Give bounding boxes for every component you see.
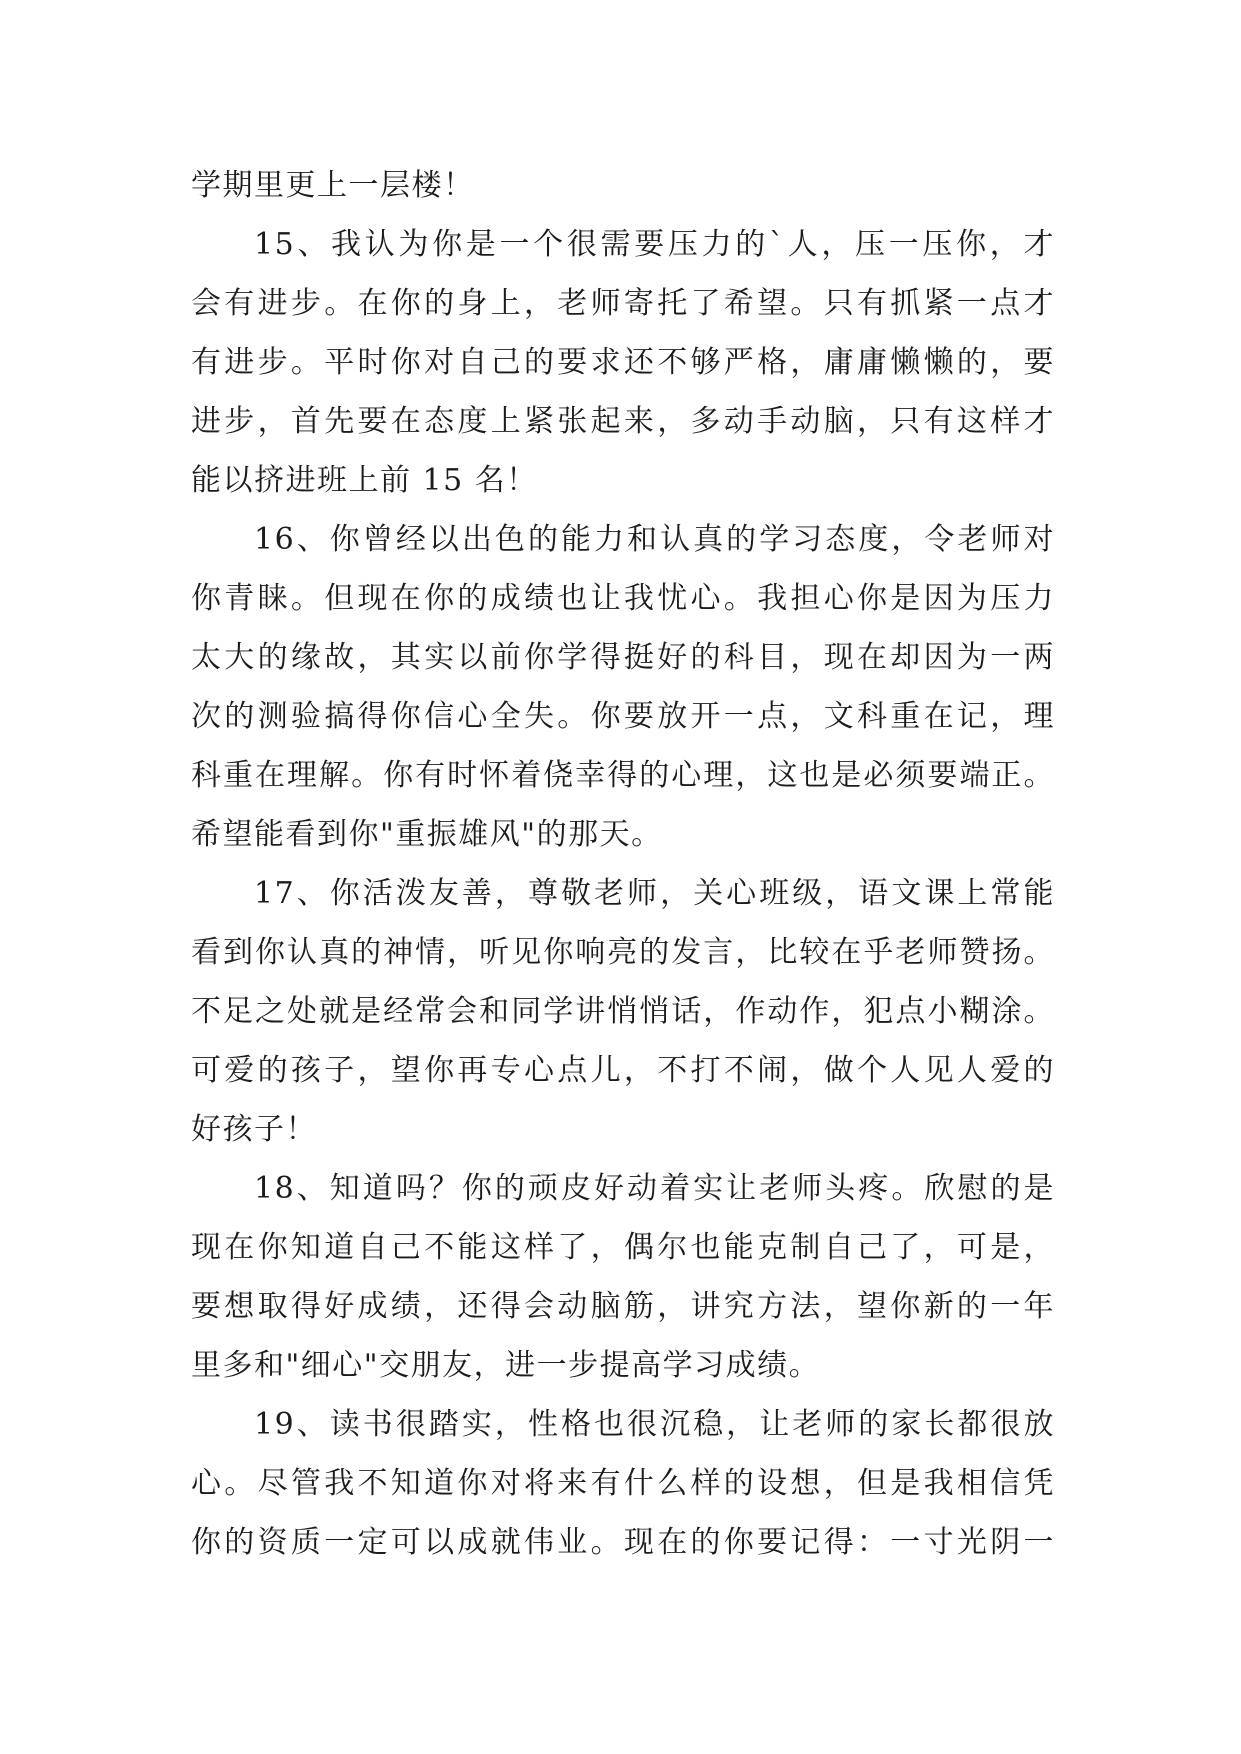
text-line: 进步，首先要在态度上紧张起来，多动手动脑，只有这样才	[191, 404, 1055, 439]
text-line: 好孩子！	[191, 1112, 317, 1147]
text-line: 你青睐。但现在你的成绩也让我忧心。我担心你是因为压力	[191, 581, 1055, 616]
text-line: 能以挤进班上前 15 名！	[191, 463, 538, 498]
document-body	[191, 156, 1055, 1572]
paragraph-15-line-1: 15、我认为你是一个很需要压力的`人，压一压你，才	[254, 227, 1055, 262]
text-line: 有进步。平时你对自己的要求还不够严格，庸庸懒懒的，要	[191, 345, 1055, 380]
paragraph-16-line-1: 16、你曾经以出色的能力和认真的学习态度，令老师对	[254, 522, 1055, 557]
paragraph-19-line-1: 19、读书很踏实，性格也很沉稳，让老师的家长都很放	[254, 1407, 1055, 1442]
text-line: 现在你知道自己不能这样了，偶尔也能克制自己了，可是，	[191, 1230, 1055, 1265]
text-line: 太大的缘故，其实以前你学得挺好的科目，现在却因为一两	[191, 640, 1055, 675]
text-line: 会有进步。在你的身上，老师寄托了希望。只有抓紧一点才	[191, 286, 1055, 321]
paragraph-18-line-1: 18、知道吗？你的顽皮好动着实让老师头疼。欣慰的是	[254, 1171, 1055, 1206]
text-line: 科重在理解。你有时怀着侥幸得的心理，这也是必须要端正。	[191, 758, 1055, 793]
text-line: 可爱的孩子，望你再专心点儿，不打不闹，做个人见人爱的	[191, 1053, 1055, 1088]
text-line: 看到你认真的神情，听见你响亮的发言，比较在乎老师赞扬。	[191, 935, 1055, 970]
text-line: 里多和"细心"交朋友，进一步提高学习成绩。	[191, 1348, 821, 1383]
text-line: 次的测验搞得你信心全失。你要放开一点，文科重在记，理	[191, 699, 1055, 734]
text-line: 要想取得好成绩，还得会动脑筋，讲究方法，望你新的一年	[191, 1289, 1055, 1324]
text-line: 希望能看到你"重振雄风"的那天。	[191, 817, 663, 852]
text-line: 学期里更上一层楼！	[191, 168, 475, 203]
text-line: 你的资质一定可以成就伟业。现在的你要记得：一寸光阴一	[191, 1525, 1055, 1560]
text-line: 心。尽管我不知道你对将来有什么样的设想，但是我相信凭	[191, 1466, 1055, 1501]
text-line: 不足之处就是经常会和同学讲悄悄话，作动作，犯点小糊涂。	[191, 994, 1055, 1029]
paragraph-17-line-1: 17、你活泼友善，尊敬老师，关心班级，语文课上常能	[254, 876, 1055, 911]
